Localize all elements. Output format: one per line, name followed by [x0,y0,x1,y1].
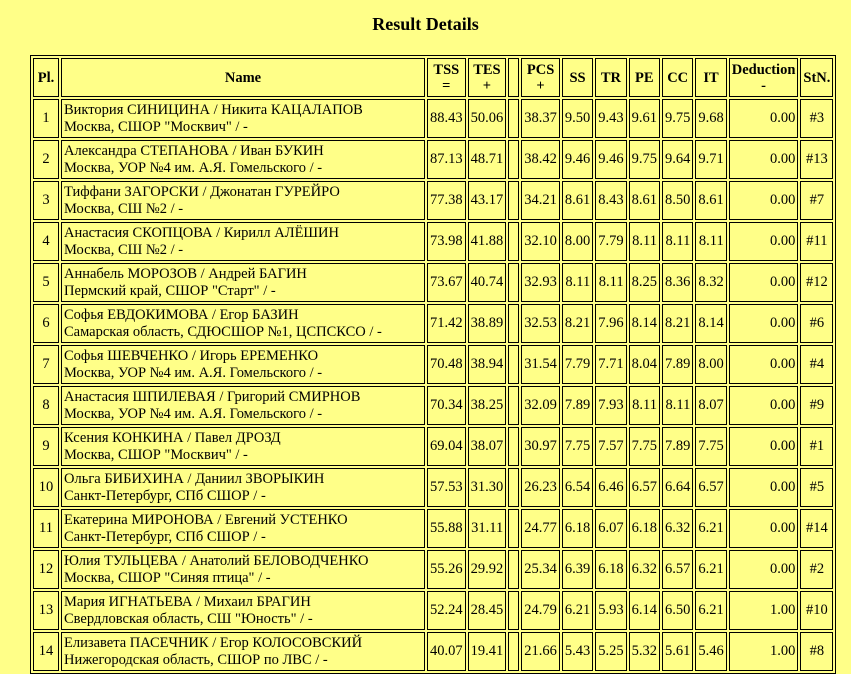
table-row [33,140,833,179]
pair-names: Анастасия СКОПЦОВА / Кирилл АЛЁШИН [64,224,339,241]
cc-cell: 6.57 [662,550,693,589]
it-cell: 8.32 [695,263,726,302]
club-name: Москва, СШ №2 / - [64,241,184,258]
place-cell: 8 [33,386,59,425]
header-pcs [521,58,560,97]
club-name: Нижегородская область, СШОР по ЛВС / - [64,651,328,668]
deduction-cell: 0.00 [729,427,799,466]
pcs-cell: 25.34 [521,550,560,589]
place-cell: 12 [33,550,59,589]
ss-cell: 7.79 [562,345,593,384]
start-number-cell: #8 [800,632,833,671]
header-row [33,58,833,97]
name-cell [61,263,425,302]
tss-cell: 73.67 [427,263,466,302]
tr-cell: 6.07 [595,509,626,548]
tr-cell: 6.18 [595,550,626,589]
ss-cell: 7.75 [562,427,593,466]
tes-cell: 40.74 [468,263,507,302]
pe-cell: 8.61 [629,181,660,220]
tss-cell: 57.53 [427,468,466,507]
deduction-cell: 0.00 [729,509,799,548]
pcs-cell: 24.77 [521,509,560,548]
tss-cell: 69.04 [427,427,466,466]
tr-cell: 8.43 [595,181,626,220]
start-number-cell: #7 [800,181,833,220]
cc-cell: 8.11 [662,386,693,425]
it-cell: 6.57 [695,468,726,507]
club-name: Санкт-Петербург, СПб СШОР / - [64,528,266,545]
table-row [33,181,833,220]
tr-cell: 7.93 [595,386,626,425]
place-cell: 3 [33,181,59,220]
place-cell: 2 [33,140,59,179]
pe-cell: 6.57 [629,468,660,507]
pair-names: Юлия ТУЛЬЦЕВА / Анатолий БЕЛОВОДЧЕНКО [64,552,369,569]
tes-cell: 38.89 [468,304,507,343]
club-name: Москва, СШОР "Москвич" / - [64,118,248,135]
cc-cell: 7.89 [662,427,693,466]
pe-cell: 5.32 [629,632,660,671]
pair-names: Софья ШЕВЧЕНКО / Игорь ЕРЕМЕНКО [64,347,319,364]
tes-cell: 41.88 [468,222,507,261]
pcs-cell: 31.54 [521,345,560,384]
start-number-cell: #11 [800,222,833,261]
results-table [30,55,836,674]
header-pcs-line1: PCS [526,61,555,78]
place-cell: 7 [33,345,59,384]
deduction-cell: 0.00 [729,263,799,302]
pair-names: Виктория СИНИЦИНА / Никита КАЦАЛАПОВ [64,101,363,118]
it-cell: 9.68 [695,99,726,138]
separator-cell [508,427,519,466]
club-name: Москва, СШ №2 / - [64,200,184,217]
header-pe: PE [629,58,660,97]
separator-cell [508,550,519,589]
name-cell [61,140,425,179]
table-row [33,345,833,384]
tss-cell: 77.38 [427,181,466,220]
tr-cell: 7.57 [595,427,626,466]
header-stn: StN. [800,58,833,97]
club-name: Москва, СШОР "Синяя птица" / - [64,569,271,586]
ss-cell: 9.50 [562,99,593,138]
header-tes-line2: + [482,77,492,94]
table-row [33,509,833,548]
pair-names: Александра СТЕПАНОВА / Иван БУКИН [64,142,324,159]
separator-cell [508,140,519,179]
separator-cell [508,509,519,548]
ss-cell: 8.21 [562,304,593,343]
tes-cell: 31.30 [468,468,507,507]
separator-cell [508,181,519,220]
table-row [33,632,833,671]
ss-cell: 9.46 [562,140,593,179]
pair-names: Екатерина МИРОНОВА / Евгений УСТЕНКО [64,511,348,528]
name-cell [61,468,425,507]
deduction-cell: 0.00 [729,304,799,343]
pair-names: Елизавета ПАСЕЧНИК / Егор КОЛОСОВСКИЙ [64,634,363,651]
cc-cell: 8.11 [662,222,693,261]
tr-cell: 7.79 [595,222,626,261]
pcs-cell: 38.42 [521,140,560,179]
tes-cell: 19.41 [468,632,507,671]
header-tes [468,58,507,97]
deduction-cell: 0.00 [729,550,799,589]
cc-cell: 9.75 [662,99,693,138]
tr-cell: 9.46 [595,140,626,179]
separator-cell [508,591,519,630]
tr-cell: 5.25 [595,632,626,671]
tes-cell: 38.94 [468,345,507,384]
cc-cell: 5.61 [662,632,693,671]
ss-cell: 6.39 [562,550,593,589]
pe-cell: 8.14 [629,304,660,343]
tes-cell: 43.17 [468,181,507,220]
it-cell: 6.21 [695,509,726,548]
pcs-cell: 30.97 [521,427,560,466]
header-deduction [729,58,799,97]
header-tr: TR [595,58,626,97]
pe-cell: 9.75 [629,140,660,179]
start-number-cell: #10 [800,591,833,630]
start-number-cell: #3 [800,99,833,138]
ss-cell: 6.54 [562,468,593,507]
deduction-cell: 0.00 [729,181,799,220]
cc-cell: 8.21 [662,304,693,343]
header-tss-line1: TSS [433,61,460,78]
start-number-cell: #4 [800,345,833,384]
start-number-cell: #9 [800,386,833,425]
header-tss-line2: = [442,77,451,94]
tss-cell: 70.48 [427,345,466,384]
ss-cell: 5.43 [562,632,593,671]
separator-cell [508,304,519,343]
tss-cell: 70.34 [427,386,466,425]
header-it: IT [695,58,726,97]
club-name: Москва, СШОР "Москвич" / - [64,446,248,463]
tr-cell: 7.71 [595,345,626,384]
tr-cell: 9.43 [595,99,626,138]
name-cell [61,427,425,466]
table-row [33,468,833,507]
pe-cell: 8.11 [629,222,660,261]
place-cell: 1 [33,99,59,138]
name-cell [61,99,425,138]
table-row [33,591,833,630]
pair-names: Анастасия ШПИЛЕВАЯ / Григорий СМИРНОВ [64,388,361,405]
cc-cell: 7.89 [662,345,693,384]
ss-cell: 7.89 [562,386,593,425]
tes-cell: 48.71 [468,140,507,179]
place-cell: 10 [33,468,59,507]
tr-cell: 6.46 [595,468,626,507]
pcs-cell: 32.93 [521,263,560,302]
tss-cell: 52.24 [427,591,466,630]
deduction-cell: 0.00 [729,345,799,384]
deduction-cell: 0.00 [729,222,799,261]
deduction-cell: 0.00 [729,468,799,507]
it-cell: 5.46 [695,632,726,671]
table-row [33,427,833,466]
table-row [33,550,833,589]
it-cell: 8.07 [695,386,726,425]
name-cell [61,304,425,343]
header-separator [508,58,519,97]
pcs-cell: 34.21 [521,181,560,220]
club-name: Пермский край, СШОР "Старт" / - [64,282,276,299]
table-row [33,263,833,302]
table-row [33,99,833,138]
pcs-cell: 21.66 [521,632,560,671]
pair-names: Ольга БИБИХИНА / Даниил ЗВОРЫКИН [64,470,325,487]
tes-cell: 38.07 [468,427,507,466]
separator-cell [508,99,519,138]
start-number-cell: #2 [800,550,833,589]
header-tss [427,58,466,97]
name-cell [61,222,425,261]
it-cell: 7.75 [695,427,726,466]
tss-cell: 71.42 [427,304,466,343]
tr-cell: 7.96 [595,304,626,343]
name-cell [61,509,425,548]
header-pcs-line2: + [536,77,545,94]
club-name: Санкт-Петербург, СПб СШОР / - [64,487,266,504]
place-cell: 11 [33,509,59,548]
pe-cell: 8.25 [629,263,660,302]
tss-cell: 40.07 [427,632,466,671]
tes-cell: 31.11 [468,509,507,548]
start-number-cell: #1 [800,427,833,466]
header-deduction-line2: - [761,77,766,94]
start-number-cell: #6 [800,304,833,343]
pair-names: Аннабель МОРОЗОВ / Андрей БАГИН [64,265,307,282]
tss-cell: 73.98 [427,222,466,261]
pe-cell: 6.32 [629,550,660,589]
tss-cell: 55.88 [427,509,466,548]
cc-cell: 6.64 [662,468,693,507]
club-name: Москва, УОР №4 им. А.Я. Гомельского / - [64,364,323,381]
ss-cell: 8.00 [562,222,593,261]
pair-names: Мария ИГНАТЬЕВА / Михаил БРАГИН [64,593,311,610]
pe-cell: 7.75 [629,427,660,466]
separator-cell [508,263,519,302]
tss-cell: 55.26 [427,550,466,589]
pe-cell: 8.04 [629,345,660,384]
club-name: Свердловская область, СШ "Юность" / - [64,610,313,627]
deduction-cell: 0.00 [729,99,799,138]
name-cell [61,550,425,589]
start-number-cell: #13 [800,140,833,179]
name-cell [61,386,425,425]
tes-cell: 29.92 [468,550,507,589]
pcs-cell: 32.10 [521,222,560,261]
header-name: Name [61,58,425,97]
cc-cell: 8.36 [662,263,693,302]
start-number-cell: #5 [800,468,833,507]
deduction-cell: 0.00 [729,140,799,179]
place-cell: 4 [33,222,59,261]
header-pl: Pl. [33,58,59,97]
header-tes-line1: TES [473,61,501,78]
it-cell: 8.14 [695,304,726,343]
header-deduction-line1: Deduction [731,61,796,78]
start-number-cell: #12 [800,263,833,302]
it-cell: 8.61 [695,181,726,220]
pcs-cell: 24.79 [521,591,560,630]
table-row [33,222,833,261]
separator-cell [508,222,519,261]
name-cell [61,345,425,384]
name-cell [61,181,425,220]
cc-cell: 6.50 [662,591,693,630]
header-ss: SS [562,58,593,97]
pair-names: Ксения КОНКИНА / Павел ДРОЗД [64,429,281,446]
cc-cell: 6.32 [662,509,693,548]
separator-cell [508,386,519,425]
ss-cell: 8.11 [562,263,593,302]
pe-cell: 9.61 [629,99,660,138]
it-cell: 8.00 [695,345,726,384]
tss-cell: 87.13 [427,140,466,179]
club-name: Москва, УОР №4 им. А.Я. Гомельского / - [64,405,323,422]
table-row [33,386,833,425]
pcs-cell: 32.53 [521,304,560,343]
deduction-cell: 1.00 [729,632,799,671]
place-cell: 6 [33,304,59,343]
place-cell: 14 [33,632,59,671]
tes-cell: 50.06 [468,99,507,138]
tss-cell: 88.43 [427,99,466,138]
tr-cell: 8.11 [595,263,626,302]
pcs-cell: 38.37 [521,99,560,138]
name-cell [61,632,425,671]
pe-cell: 8.11 [629,386,660,425]
club-name: Самарская область, СДЮСШОР №1, ЦСПСКСО / - [64,323,382,340]
tes-cell: 28.45 [468,591,507,630]
start-number-cell: #14 [800,509,833,548]
pcs-cell: 26.23 [521,468,560,507]
club-name: Москва, УОР №4 им. А.Я. Гомельского / - [64,159,323,176]
tr-cell: 5.93 [595,591,626,630]
separator-cell [508,632,519,671]
ss-cell: 8.61 [562,181,593,220]
pcs-cell: 32.09 [521,386,560,425]
ss-cell: 6.18 [562,509,593,548]
place-cell: 5 [33,263,59,302]
it-cell: 9.71 [695,140,726,179]
deduction-cell: 0.00 [729,386,799,425]
pair-names: Тиффани ЗАГОРСКИ / Джонатан ГУРЕЙРО [64,183,340,200]
header-cc: CC [662,58,693,97]
place-cell: 13 [33,591,59,630]
ss-cell: 6.21 [562,591,593,630]
separator-cell [508,345,519,384]
place-cell: 9 [33,427,59,466]
pe-cell: 6.18 [629,509,660,548]
page-title: Result Details [372,14,479,34]
name-cell [61,591,425,630]
it-cell: 6.21 [695,591,726,630]
it-cell: 6.21 [695,550,726,589]
pe-cell: 6.14 [629,591,660,630]
tes-cell: 38.25 [468,386,507,425]
cc-cell: 9.64 [662,140,693,179]
it-cell: 8.11 [695,222,726,261]
deduction-cell: 1.00 [729,591,799,630]
cc-cell: 8.50 [662,181,693,220]
table-row [33,304,833,343]
separator-cell [508,468,519,507]
pair-names: Софья ЕВДОКИМОВА / Егор БАЗИН [64,306,299,323]
